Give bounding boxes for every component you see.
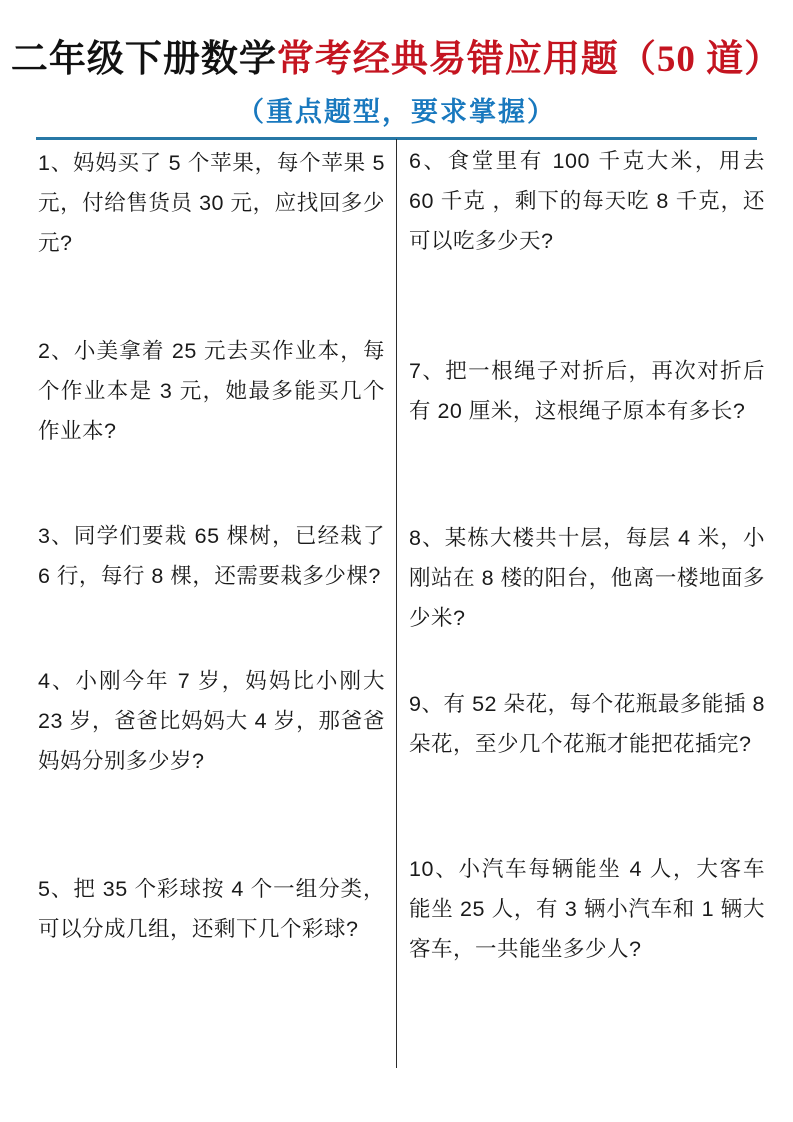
problem-5: 5、把 35 个彩球按 4 个一组分类，可以分成几组，还剩下几个彩球? — [38, 877, 385, 942]
problem-2: 2、小美拿着 25 元去买作业本，每个作业本是 3 元，她最多能买几个作业本? — [38, 339, 385, 444]
problem-9: 9、有 52 朵花，每个花瓶最多能插 8 朵花，至少几个花瓶才能把花插完? — [409, 692, 765, 757]
title-red-segment: 常考经典易错应用题（50 道） — [276, 39, 783, 80]
problem-6: 6、食堂里有 100 千克大米，用去 60 千克 ，剩下的每天吃 8 千克，还可以吃多少天? — [409, 149, 765, 254]
problem-10: 10、小汽车每辆能坐 4 人，大客车能坐 25 人，有 3 辆小汽车和 1 辆大客车，一共能坐多少人? — [409, 857, 765, 962]
page-title — [0, 38, 793, 82]
problem-3: 3、同学们要栽 65 棵树，已经栽了 6 行，每行 8 棵，还需要栽多少棵? — [38, 524, 385, 589]
column-divider — [396, 139, 397, 1068]
page-header — [0, 0, 793, 129]
problem-8: 8、某栋大楼共十层，每层 4 米，小刚站在 8 楼的阳台，他离一楼地面多少米? — [409, 526, 765, 631]
problem-4: 4、小刚今年 7 岁，妈妈比小刚大 23 岁，爸爸比妈妈大 4 岁，那爸爸妈妈分别多少岁? — [38, 669, 385, 774]
page-subtitle: （重点题型，要求掌握） — [237, 97, 556, 128]
problem-1: 1、妈妈买了 5 个苹果，每个苹果 5 元，付给售货员 30 元，应找回多少元? — [38, 151, 385, 256]
title-black-segment: 二年级下册数学 — [10, 39, 277, 80]
right-column — [396, 140, 793, 969]
problem-7: 7、把一根绳子对折后，再次对折后有 20 厘米，这根绳子原本有多长? — [409, 359, 765, 424]
left-column — [0, 140, 396, 949]
